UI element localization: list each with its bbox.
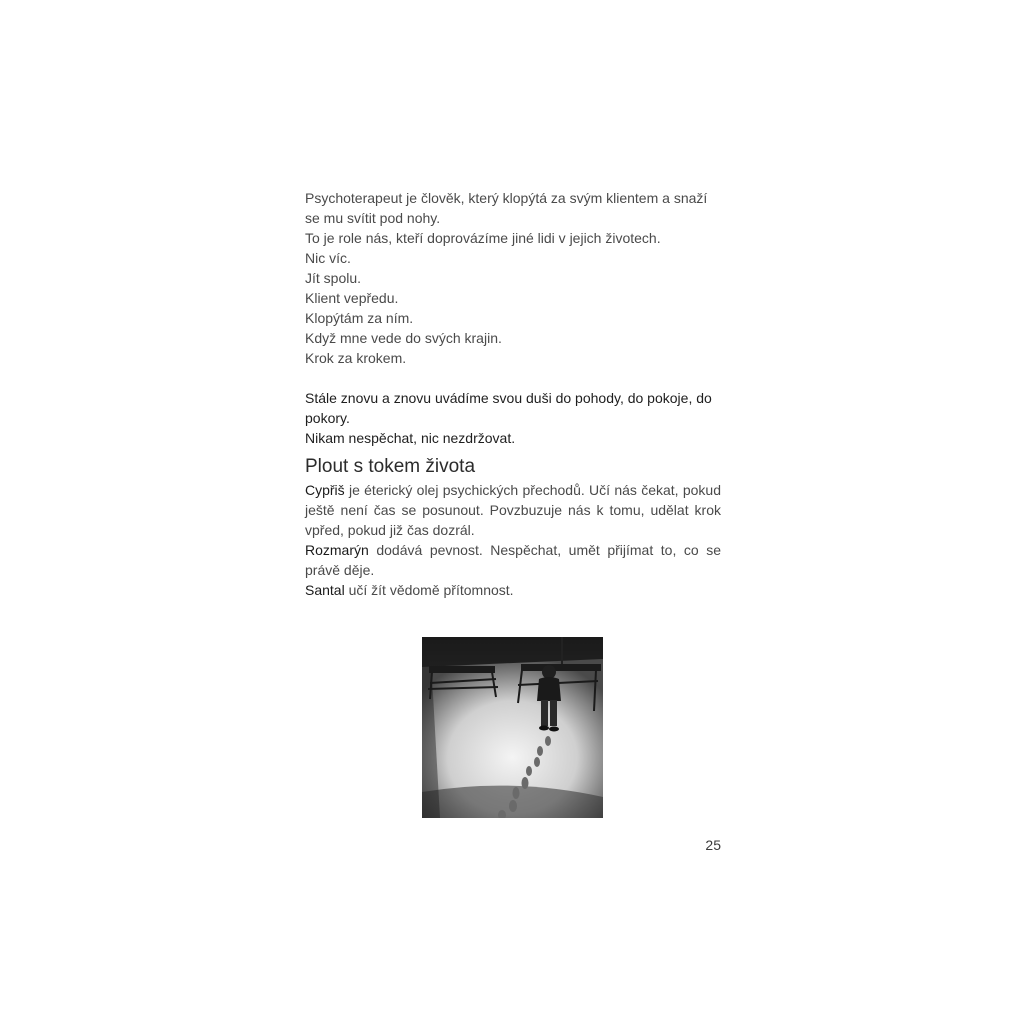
text-line: Jít spolu. [305, 270, 362, 286]
paragraph-intro [305, 188, 721, 368]
text-line: Nic víc. [305, 250, 351, 266]
text-line: Psychoterapeut je člověk, který klopýtá za svým klientem a snaží [305, 190, 708, 206]
text-line: To je role nás, kteří doprovázíme jiné lidi v jejich životech. [305, 230, 661, 246]
oil-entry [305, 480, 721, 540]
oil-term: Cypřiš [305, 482, 345, 498]
text-line: Krok za krokem. [305, 350, 407, 366]
oil-term: Rozmarýn [305, 542, 369, 558]
text-line: Klopýtám za ním. [305, 310, 414, 326]
oil-description: učí žít vědomě přítomnost. [344, 582, 514, 598]
oil-description: dodává pevnost. Nespěchat, umět přijímat to, co se právě děje. [305, 542, 721, 578]
snow-scene-illustration [422, 637, 603, 818]
text-line: se mu svítit pod nohy. [305, 210, 441, 226]
oil-description: je éterický olej psychických přechodů. Učí nás čekat, pokud ještě není čas se posunout. Povzbuzuje nás k tomu, udělat krok vpřed, pokud již čas dozrál. [305, 482, 721, 538]
page-number: 25 [705, 837, 721, 853]
text-line: Když mne vede do svých krajin. [305, 330, 502, 346]
oil-entry [305, 540, 721, 580]
text-line: pokory. [305, 410, 350, 426]
text-column [305, 188, 721, 600]
text-line: Klient vepředu. [305, 290, 399, 306]
section-heading: Plout s tokem života [305, 456, 476, 477]
text-line: Stále znovu a znovu uvádíme svou duši do pohody, do pokoje, do [305, 390, 712, 406]
photo-child-in-snow [422, 637, 603, 818]
oil-term: Santal [305, 582, 345, 598]
paragraph-gap [305, 368, 721, 388]
oil-entry [305, 580, 721, 600]
text-line: Nikam nespěchat, nic nezdržovat. [305, 430, 516, 446]
paragraph-calm [305, 388, 721, 448]
